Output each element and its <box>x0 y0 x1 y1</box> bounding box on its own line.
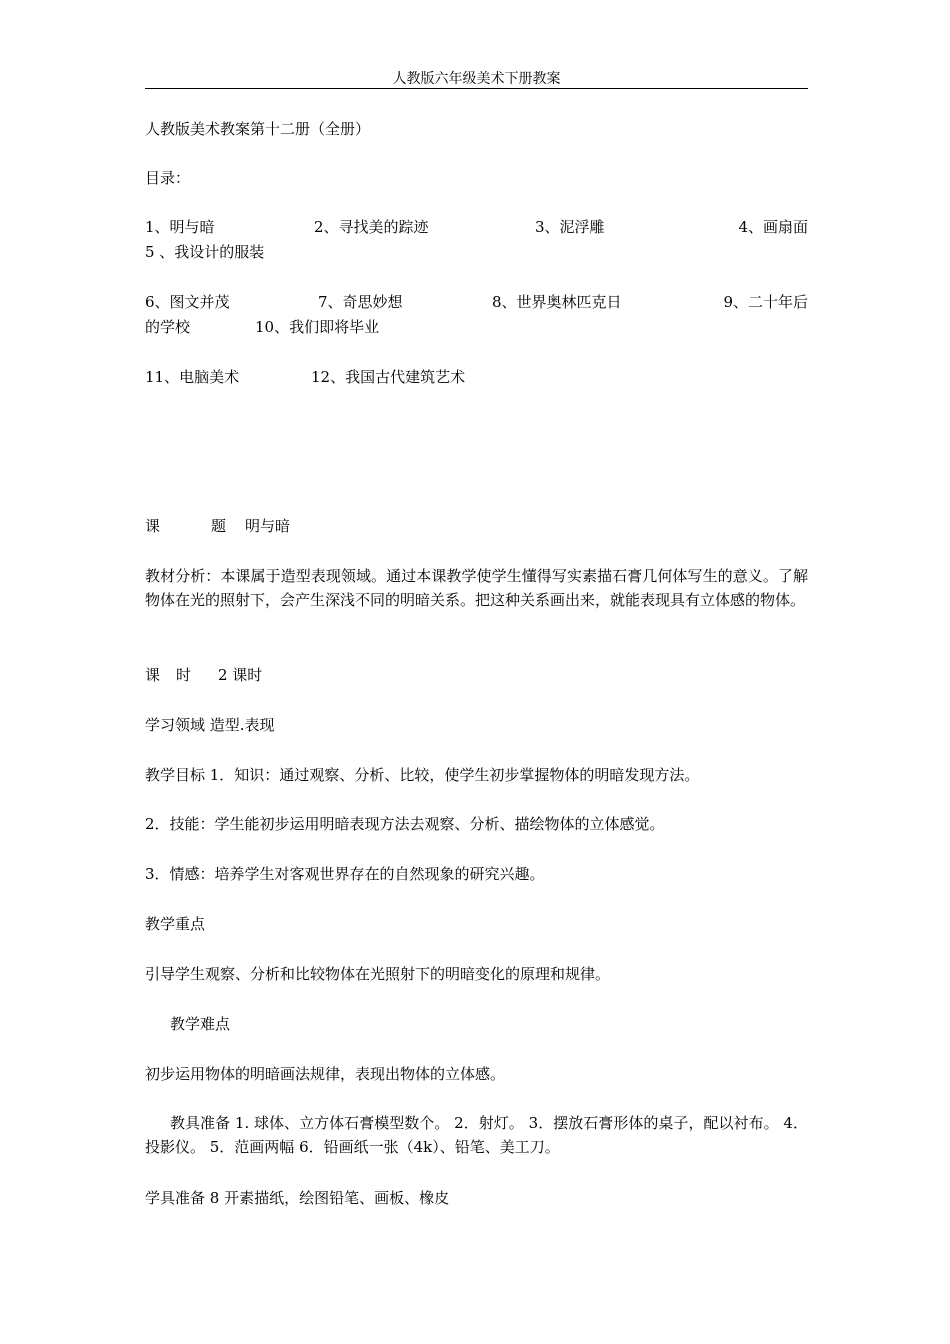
material-analysis: 教材分析：本课属于造型表现领域。通过本课教学使学生懂得写实素描石膏几何体写生的意义。了解物体在光的照射下，会产生深浅不同的明暗关系。把这种关系画出来，就能表现具有立体感的物体。 <box>145 567 808 609</box>
lesson-hours <box>145 663 808 687</box>
toc-item-8: 8、世界奥林匹克日 <box>492 293 622 311</box>
topic-label-a: 课 <box>145 517 161 535</box>
teaching-goal-1: 教学目标 1．知识：通过观察、分析、比较，使学生初步掌握物体的明暗发现方法。 <box>145 766 700 784</box>
teaching-goal-2: 2．技能：学生能初步运用明暗表现方法去观察、分析、描绘物体的立体感觉。 <box>145 815 665 833</box>
teacher-tools: 教具准备 1. 球体、立方体石膏模型数个。 2．射灯。 3．摆放石膏形体的桌子，配以衬布。 4．投影仪。 5．范画两幅 6．铅画纸一张（4k）、铅笔、美工刀。 <box>145 1114 808 1156</box>
toc-item-2: 2、寻找美的踪迹 <box>314 218 429 236</box>
toc-item-4: 4、画扇面 <box>738 218 808 236</box>
toc-item-5: 5 、我设计的服装 <box>145 243 265 261</box>
document-title: 人教版美术教案第十二册（全册） <box>145 120 371 138</box>
toc-item-7: 7、奇思妙想 <box>318 293 403 311</box>
toc-line-4 <box>145 315 808 339</box>
toc-line-5 <box>145 365 808 389</box>
hours-value: 2 课时 <box>218 666 263 684</box>
toc-line-2 <box>145 240 808 264</box>
toc-item-12: 12、我国古代建筑艺术 <box>311 368 466 386</box>
toc-item-9-cont: 的学校 <box>145 318 191 336</box>
toc-line-3 <box>145 290 808 314</box>
teaching-goal-3: 3．情感：培养学生对客观世界存在的自然现象的研究兴趣。 <box>145 865 545 883</box>
difficulty-label: 教学难点 <box>170 1015 231 1033</box>
key-point-label: 教学重点 <box>145 915 206 933</box>
lesson-topic <box>145 514 808 538</box>
toc-label: 目录： <box>145 169 191 187</box>
toc-item-10: 10、我们即将毕业 <box>255 318 380 336</box>
learning-domain: 学习领域 造型.表现 <box>145 716 275 734</box>
toc-item-1: 1、明与暗 <box>145 218 215 236</box>
hours-label-b: 时 <box>176 666 192 684</box>
hours-label-a: 课 <box>145 666 161 684</box>
toc-item-9: 9、二十年后 <box>723 293 808 311</box>
topic-value: 明与暗 <box>245 517 291 535</box>
header-rule <box>145 88 808 89</box>
toc-item-11: 11、电脑美术 <box>145 368 240 386</box>
toc-line-1 <box>145 215 808 239</box>
toc-item-3: 3、泥浮雕 <box>535 218 605 236</box>
student-tools: 学具准备 8 开素描纸，绘图铅笔、画板、橡皮 <box>145 1189 450 1207</box>
difficulty-text: 初步运用物体的明暗画法规律，表现出物体的立体感。 <box>145 1065 506 1083</box>
toc-item-6: 6、图文并茂 <box>145 293 230 311</box>
key-point-text: 引导学生观察、分析和比较物体在光照射下的明暗变化的原理和规律。 <box>145 965 611 983</box>
page-header: 人教版六年级美术下册教案 <box>392 71 561 87</box>
topic-label-b: 题 <box>211 517 227 535</box>
